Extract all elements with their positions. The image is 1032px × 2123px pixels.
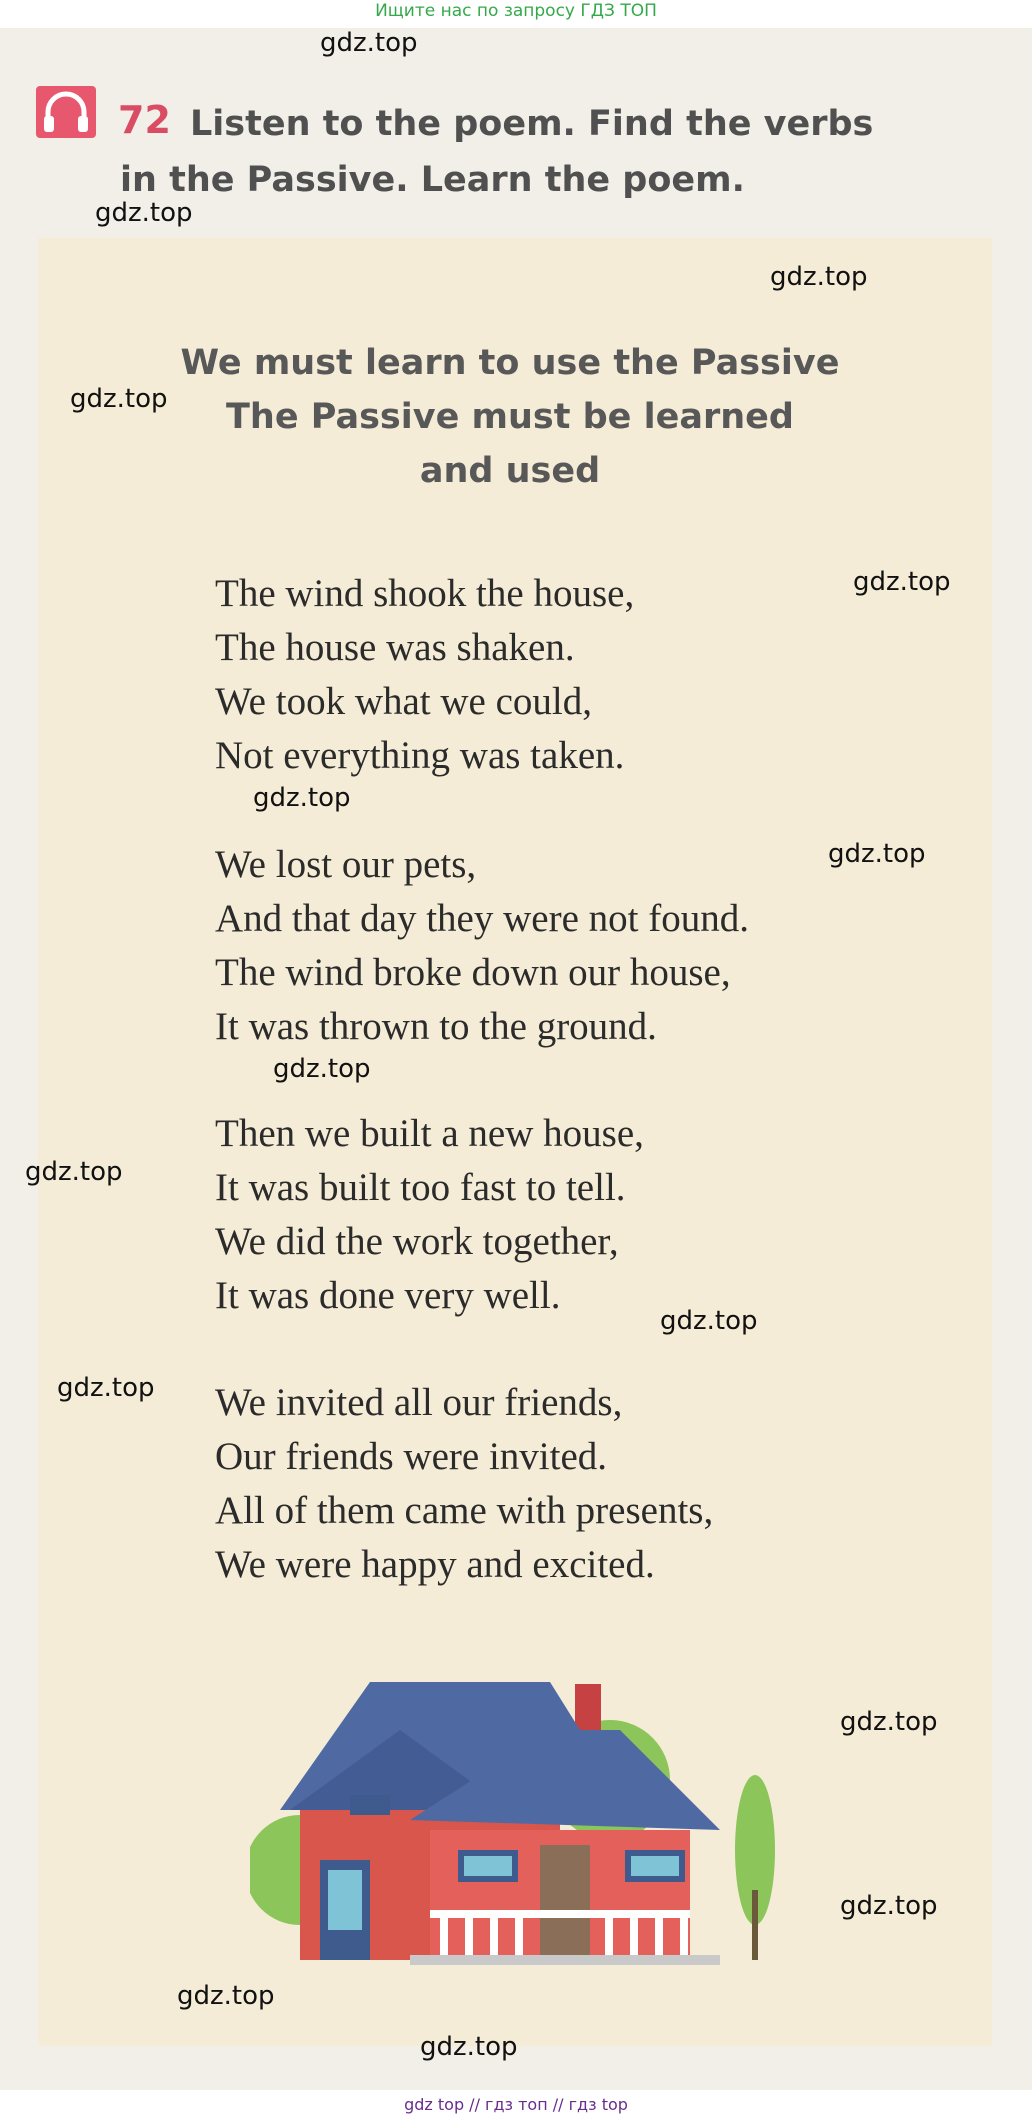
poem-line: We did the work together, bbox=[215, 1220, 619, 1263]
stanza-3 bbox=[215, 1107, 915, 1323]
poem-line: The wind shook the house, bbox=[215, 572, 635, 615]
poem-title-line-2: The Passive must be learned bbox=[226, 397, 794, 437]
watermark: gdz.top bbox=[770, 262, 868, 292]
poem-line: We invited all our friends, bbox=[215, 1381, 623, 1424]
watermark: gdz.top bbox=[840, 1707, 938, 1737]
poem-line: And that day they were not found. bbox=[215, 897, 749, 940]
poem-line: Our friends were invited. bbox=[215, 1435, 608, 1478]
poem-line: We were happy and excited. bbox=[215, 1543, 655, 1586]
poem-line: It was thrown to the ground. bbox=[215, 1005, 657, 1048]
task-instructions bbox=[120, 96, 880, 208]
poem-line: All of them came with presents, bbox=[215, 1489, 714, 1532]
watermark: gdz.top bbox=[840, 1891, 938, 1921]
watermark: gdz.top bbox=[273, 1054, 371, 1084]
house-illustration bbox=[250, 1670, 810, 1970]
stanza-2 bbox=[215, 838, 915, 1054]
watermark: gdz.top bbox=[177, 1981, 275, 2011]
poem-line: It was done very well. bbox=[215, 1274, 561, 1317]
poem-line: It was built too fast to tell. bbox=[215, 1166, 626, 1209]
watermark: gdz.top bbox=[95, 198, 193, 228]
watermark: gdz.top bbox=[660, 1306, 758, 1336]
task-number: 72 bbox=[118, 98, 171, 142]
task-line-1: Listen to the poem. Find the verbs bbox=[190, 104, 874, 144]
watermark: gdz.top bbox=[57, 1373, 155, 1403]
watermark: gdz.top bbox=[420, 2032, 518, 2062]
poem-line: Then we built a new house, bbox=[215, 1112, 644, 1155]
stanza-1 bbox=[215, 567, 915, 783]
poem-line: The house was shaken. bbox=[215, 626, 575, 669]
watermark: gdz.top bbox=[828, 839, 926, 869]
poem-title-line-3: and used bbox=[419, 451, 601, 491]
bottom-banner[interactable]: gdz top // гдз топ // гдз top bbox=[0, 2090, 1032, 2123]
watermark: gdz.top bbox=[25, 1157, 123, 1187]
watermark: gdz.top bbox=[853, 567, 951, 597]
headphones-icon[interactable] bbox=[36, 86, 96, 138]
poem-line: We lost our pets, bbox=[215, 843, 477, 886]
watermark: gdz.top bbox=[320, 28, 418, 58]
task-line-2: in the Passive. Learn the poem. bbox=[120, 160, 745, 200]
poem-line: Not everything was taken. bbox=[215, 734, 625, 777]
poem-title bbox=[160, 336, 860, 498]
poem-line: We took what we could, bbox=[215, 680, 593, 723]
watermark: gdz.top bbox=[70, 384, 168, 414]
stanza-4 bbox=[215, 1376, 915, 1592]
poem-line: The wind broke down our house, bbox=[215, 951, 731, 994]
watermark: gdz.top bbox=[253, 783, 351, 813]
poem-title-line-1: We must learn to use the Passive bbox=[180, 343, 840, 383]
top-banner[interactable]: Ищите нас по запросу ГДЗ ТОП bbox=[0, 0, 1032, 28]
